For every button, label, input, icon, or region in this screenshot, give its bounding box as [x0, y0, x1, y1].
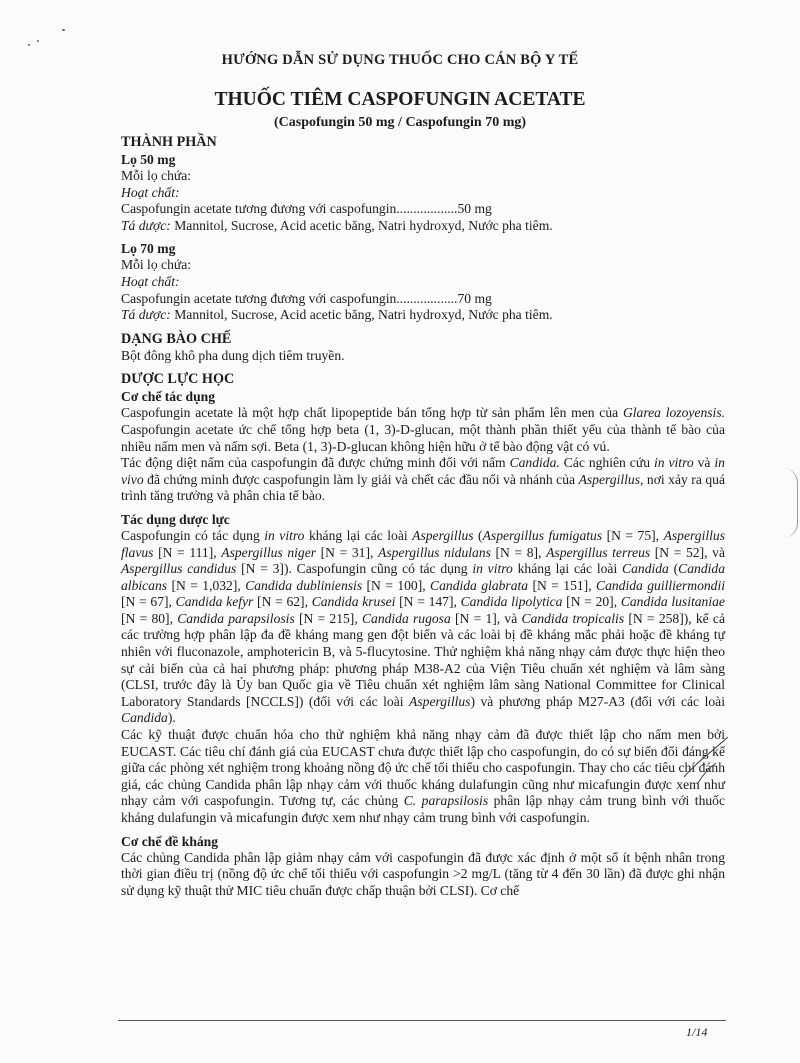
effects-paragraph-1: Caspofungin có tác dụng in vitro kháng lại các loài Aspergillus (Aspergillus fumigatus [N = 75], Aspergillus flavus [N = 111], Aspergillus niger [N = 31], Aspergillus nidulans [N = 8], Aspergillus terreus [N = 52], và Aspergillus candidus [N = 3]). Caspofungin cũng có tác dụng in vitro kháng lại các loài Candida (Candida albicans [N = 1,032], Candida dubliniensis [N = 100], Candida glabrata [N = 151], Candida guilliermondii [N = 67], Candida kefyr [N = 62], Candida krusei [N = 147], Candida lipolytica [N = 20], Candida lusitaniae [N = 80], Candida parapsilosis [N = 215], Candida rugosa [N = 1], và Candida tropicalis [N = 258]), kể cả các trường hợp phân lập đa đề kháng mang gen đột biến và các loài bị đề kháng mắc phải hoặc đề kháng tự nhiên với fluconazole, amphotericin B, và 5-flucytosine. Thử nghiệm khả năng nhạy cảm được thực hiện theo sự cải biến của cả hai phương pháp: phương pháp M38-A2 của Viện Tiêu chuẩn xét nghiệm và lâm sàng (CLSI, trước đây là Ủy ban Quốc gia về Tiêu chuẩn xét nghiệm lâm sàng National Committee for Clinical Laboratory Standards [NCCLS]) (đối với các loài Aspergillus) và phương pháp M27-A3 (đối với các loài Candida). — [121, 527, 726, 726]
vial-70-label: Lọ 70 mg — [121, 241, 176, 257]
vial-70-active-label: Hoạt chất: — [121, 273, 180, 289]
handwritten-mark-icon — [676, 733, 736, 793]
vial-50-active-line: Caspofungin acetate tương đương với caspofungin..................50 mg — [121, 201, 492, 217]
footer-divider — [118, 1020, 726, 1021]
page-number: 1/14 — [686, 1025, 708, 1039]
vial-50-active-label: Hoạt chất: — [121, 184, 180, 200]
vial-70-excipients: Tá dược: Mannitol, Sucrose, Acid acetic băng, Natri hydroxyd, Nước pha tiêm. — [121, 307, 553, 323]
mechanism-paragraph-1: Caspofungin acetate là một hợp chất lipopeptide bán tổng hợp từ sản phẩm lên men của Glarea lozoyensis. Caspofungin acetate ức chế tổng hợp beta (1, 3)-D-glucan, một thành phần thiết yếu của thành tế bào của nhiều nấm men và nấm sợi. Beta (1, 3)-D-glucan không hiện hữu ở tế bào động vật có vú. — [121, 405, 726, 454]
mechanism-paragraph-2: Tác động diệt nấm của caspofungin đã được chứng minh đối với nấm Candida. Các nghiên cứu in vitro và in vivo đã chứng minh được caspofungin làm ly giải và chết các đầu nối và nhánh của Aspergillus, nơi xảy ra quá trình tăng trưởng và phân chia tế bào. — [121, 455, 726, 504]
subsection-heading-mechanism: Cơ chế tác dụng — [121, 389, 216, 405]
vial-50-contains: Mỗi lọ chứa: — [121, 168, 192, 183]
drug-title: THUỐC TIÊM CASPOFUNGIN ACETATE — [214, 89, 586, 110]
vial-50-label: Lọ 50 mg — [121, 152, 176, 167]
subsection-heading-resistance: Cơ chế đề kháng — [121, 833, 219, 849]
scan-speck — [28, 44, 30, 46]
section-heading-pharmacodynamics: DƯỢC LỰC HỌC — [121, 371, 235, 388]
dosage-form-text: Bột đông khô pha dung dịch tiêm truyền. — [121, 347, 345, 363]
document-header: HƯỚNG DẪN SỬ DỤNG THUỐC CHO CÁN BỘ Y TẾ — [221, 52, 579, 68]
vial-70-active-line: Caspofungin acetate tương đương với caspofungin..................70 mg — [121, 290, 492, 306]
drug-subtitle: (Caspofungin 50 mg / Caspofungin 70 mg) — [273, 115, 527, 130]
section-heading-dosage-form: DẠNG BÀO CHẾ — [121, 330, 232, 347]
effects-paragraph-2: Các kỹ thuật được chuẩn hóa cho thử nghiệm khả năng nhạy cảm đã được thiết lập cho nấm men bởi EUCAST. Các tiêu chí đánh giá của EUCAST chưa được thiết lập cho caspofungin, do có sự biến đổi đáng kể giữa các phòng xét nghiệm trong khoảng nồng độ ức chế tối thiểu cho caspofungin. Thay cho các tiêu chí đánh giá, các chủng Candida phân lập nhạy cảm với thuốc kháng dulafungin cũng như micafungin được xem như nhạy cảm với caspofungin. Tương tự, các chủng C. parapsilosis phân lập nhạy cảm trung bình với thuốc kháng dulafungin và micafungin được xem như nhạy cảm trung bình với caspofungin. — [121, 727, 725, 825]
section-heading-composition: THÀNH PHẦN — [121, 134, 217, 150]
binder-mark — [783, 468, 798, 538]
scan-speck — [62, 29, 65, 31]
document-body — [121, 133, 725, 899]
resistance-paragraph: Các chủng Candida phân lập giảm nhạy cảm với caspofungin đã được xác định ở một số ít bệnh nhân trong thời gian điều trị (nồng độ ức chế tối thiểu với caspofungin >2 mg/L (tăng từ 4 đến 30 lần) đã được ghi nhận sử dụng kỹ thuật thử MIC tiêu chuẩn được chấp thuận bởi CLSI). Cơ chế — [121, 849, 725, 898]
vial-70-contains: Mỗi lọ chứa: — [121, 257, 192, 273]
vial-50-excipients: Tá dược: Mannitol, Sucrose, Acid acetic băng, Natri hydroxyd, Nước pha tiêm. — [121, 217, 553, 233]
subsection-heading-effects: Tác dụng dược lực — [121, 511, 230, 527]
scan-speck — [37, 40, 39, 42]
